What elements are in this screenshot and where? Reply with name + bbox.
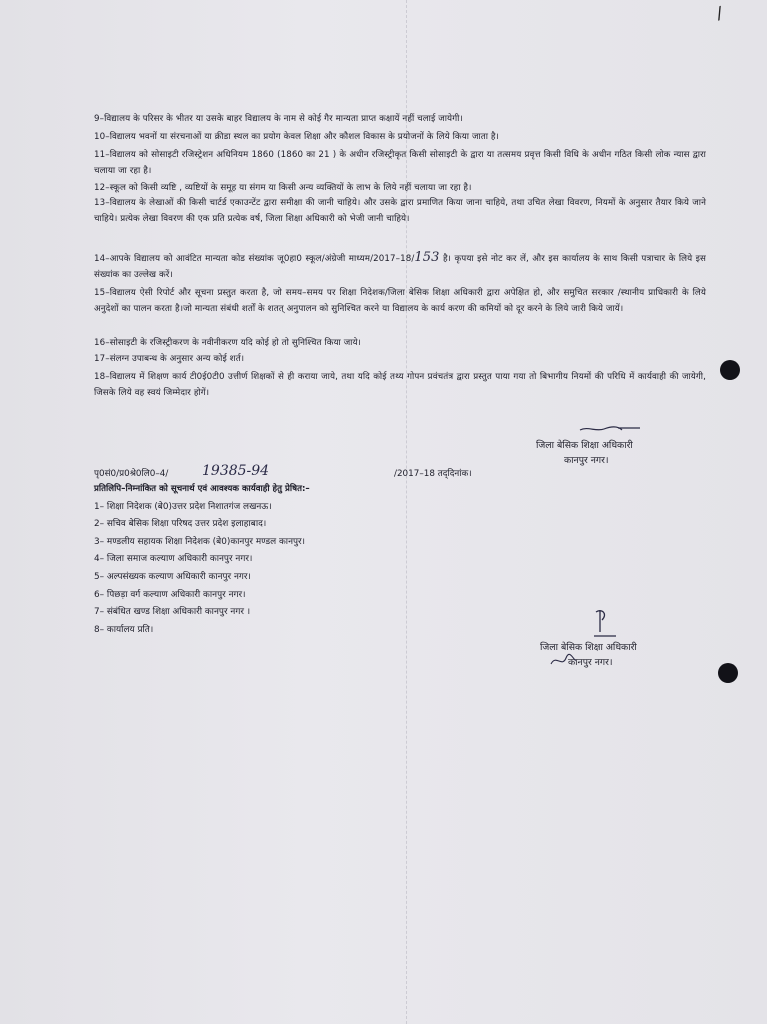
clause-14: 14–आपके विद्यालय को आवंटित मान्यता कोड संख्यांक जू0हा0 स्कूल/अंग्रेजी माध्यम/2017–18/153 है। कृपया इसे नोट कर लें, और इस कार्यालय के साथ किसी पत्राचार के लिये इस संख्यांक का उल्लेख करें। <box>94 250 706 280</box>
list-item: 7– संबंधित खण्ड शिक्षा अधिकारी कानपुर नगर । <box>94 607 251 618</box>
list-item: 8– कार्यालय प्रति। <box>94 624 154 635</box>
corner-pen-mark: / <box>711 2 728 24</box>
list-item: 6– पिछड़ा वर्ग कल्याण अधिकारी कानपुर नगर। <box>94 589 246 600</box>
copy-heading: प्रतिलिपि–निम्नांकित को सूचनार्थ एवं आवश्यक कार्यवाही हेतु प्रेषित:– <box>94 484 310 494</box>
handwritten-code-number: 153 <box>414 250 440 265</box>
list-item: 3– मण्डलीय सहायक शिक्षा निदेशक (बे0)कानपुर मण्डल कानपुर। <box>94 536 306 547</box>
clause-9: 9–विद्यालय के परिसर के भीतर या उसके बाहर विद्यालय के नाम से कोई गैर मान्यता प्राप्त कक्षायें नहीं चलाई जायेगी। <box>94 114 463 124</box>
clause-13: 13–विद्यालय के लेखाओं की किसी चार्टर्ड एकाउन्टेंट द्वारा समीक्षा की जानी चाहिये। और उसके द्वारा प्रमाणित किया जाना चाहिये, तथा उचित लेखा विवरण, नियमों के अनुसार तैयार किये जाने चाहिये। प्रत्येक लेखा विवरण की एक प्रति प्रत्येक वर्ष, जिला शिक्षा अधिकारी को भेजी जानी चाहिये। <box>94 198 706 224</box>
punch-hole-upper <box>720 360 740 380</box>
signature-scribble-2 <box>590 606 620 640</box>
signatory-title: जिला बेसिक शिक्षा अधिकारी <box>536 440 633 451</box>
list-item: 1– शिक्षा निदेशक (बे0)उत्तर प्रदेश निशातगंज लखनऊ। <box>94 501 272 512</box>
clause-18: 18–विद्यालय में शिक्षण कार्य टी0ई0टी0 उत्तीर्ण शिक्षकों से ही कराया जाये, तथा यदि कोई तथ्य गोपन प्रवंचतंत्र द्वारा प्रस्तुत पाया गया तो बिभागीय नियमों की परिधि में कार्यवाही की जायेगी, जिसके लिये वह स्वयं जिम्मेदार होगें। <box>94 372 706 398</box>
copy-distribution-list <box>94 481 514 639</box>
clause-16: 16–सोसाइटी के रजिस्ट्रीकरण के नवीनीकरण यदि कोई हो तो सुनिश्चित किया जाये। <box>94 338 362 348</box>
handwritten-reference-number: 19385-94 <box>202 463 270 479</box>
clause-11: 11–विद्यालय को सोसाइटी रजिस्ट्रेशन अधिनियम 1860 (1860 का 21 ) के अधीन रजिस्ट्रीकृत किसी सोसाइटी के द्वारा या तत्समय प्रवृत्त किसी विधि के अधीन गठित किसी लोक न्यास द्वारा चलाया जा रहा है। <box>94 150 706 176</box>
signature-scribble-1 <box>578 422 642 436</box>
reference-prefix: पृ0सं0/प्र0श्रे0लि0–4/ <box>94 469 169 479</box>
clause-17: 17–संलग्न उपाबन्ध के अनुसार अन्य कोई शर्त। <box>94 354 245 364</box>
list-item: 5– अल्पसंख्यक कल्याण अधिकारी कानपुर नगर। <box>94 571 251 582</box>
reference-year: /2017–18 तद्‌दिनांक। <box>394 469 472 479</box>
signatory-location: कानपुर नगर। <box>568 657 613 668</box>
signatory-title: जिला बेसिक शिक्षा अधिकारी <box>540 642 637 653</box>
list-item: 2– सचिव बेसिक शिक्षा परिषद उत्तर प्रदेश इलाहाबाद। <box>94 519 267 530</box>
clause-15: 15–विद्यालय ऐसी रिपोर्ट और सूचना प्रस्तुत करता है, जो समय–समय पर शिक्षा निदेशक/जिला बेसिक शिक्षा अधिकारी द्वारा अपेक्षित हो, और समुचित सरकार /स्थानीय प्राधिकारी के लिये अनुदेशों का पालन करता है।जो मान्यता संबंधी शर्तों के शतत् अनुपालन को सुनिश्चित करने या विद्यालय के कार्य करण की कमियों को दूर करने के लिये जारी किये जायें। <box>94 288 706 314</box>
clause-12: 12–स्कूल को किसी व्यष्टि , व्यष्टियों के समूह या संगम या किसी अन्य व्यक्तियों के लाभ के लिये नहीं चलाया जा रहा है। <box>94 183 472 193</box>
initials-scribble <box>548 652 578 670</box>
list-item: 4– जिला समाज कल्याण अधिकारी कानपुर नगर। <box>94 554 253 565</box>
signature-block-1 <box>536 438 633 468</box>
punch-hole-lower <box>718 663 738 683</box>
signatory-location: कानपुर नगर। <box>564 455 609 466</box>
clause-10: 10–विद्यालय भवनों या संरचनाओं या क्रीडा स्थल का प्रयोग केवल शिक्षा और कौशल विकास के प्रयोजनों के लिये किया जाता है। <box>94 132 500 142</box>
